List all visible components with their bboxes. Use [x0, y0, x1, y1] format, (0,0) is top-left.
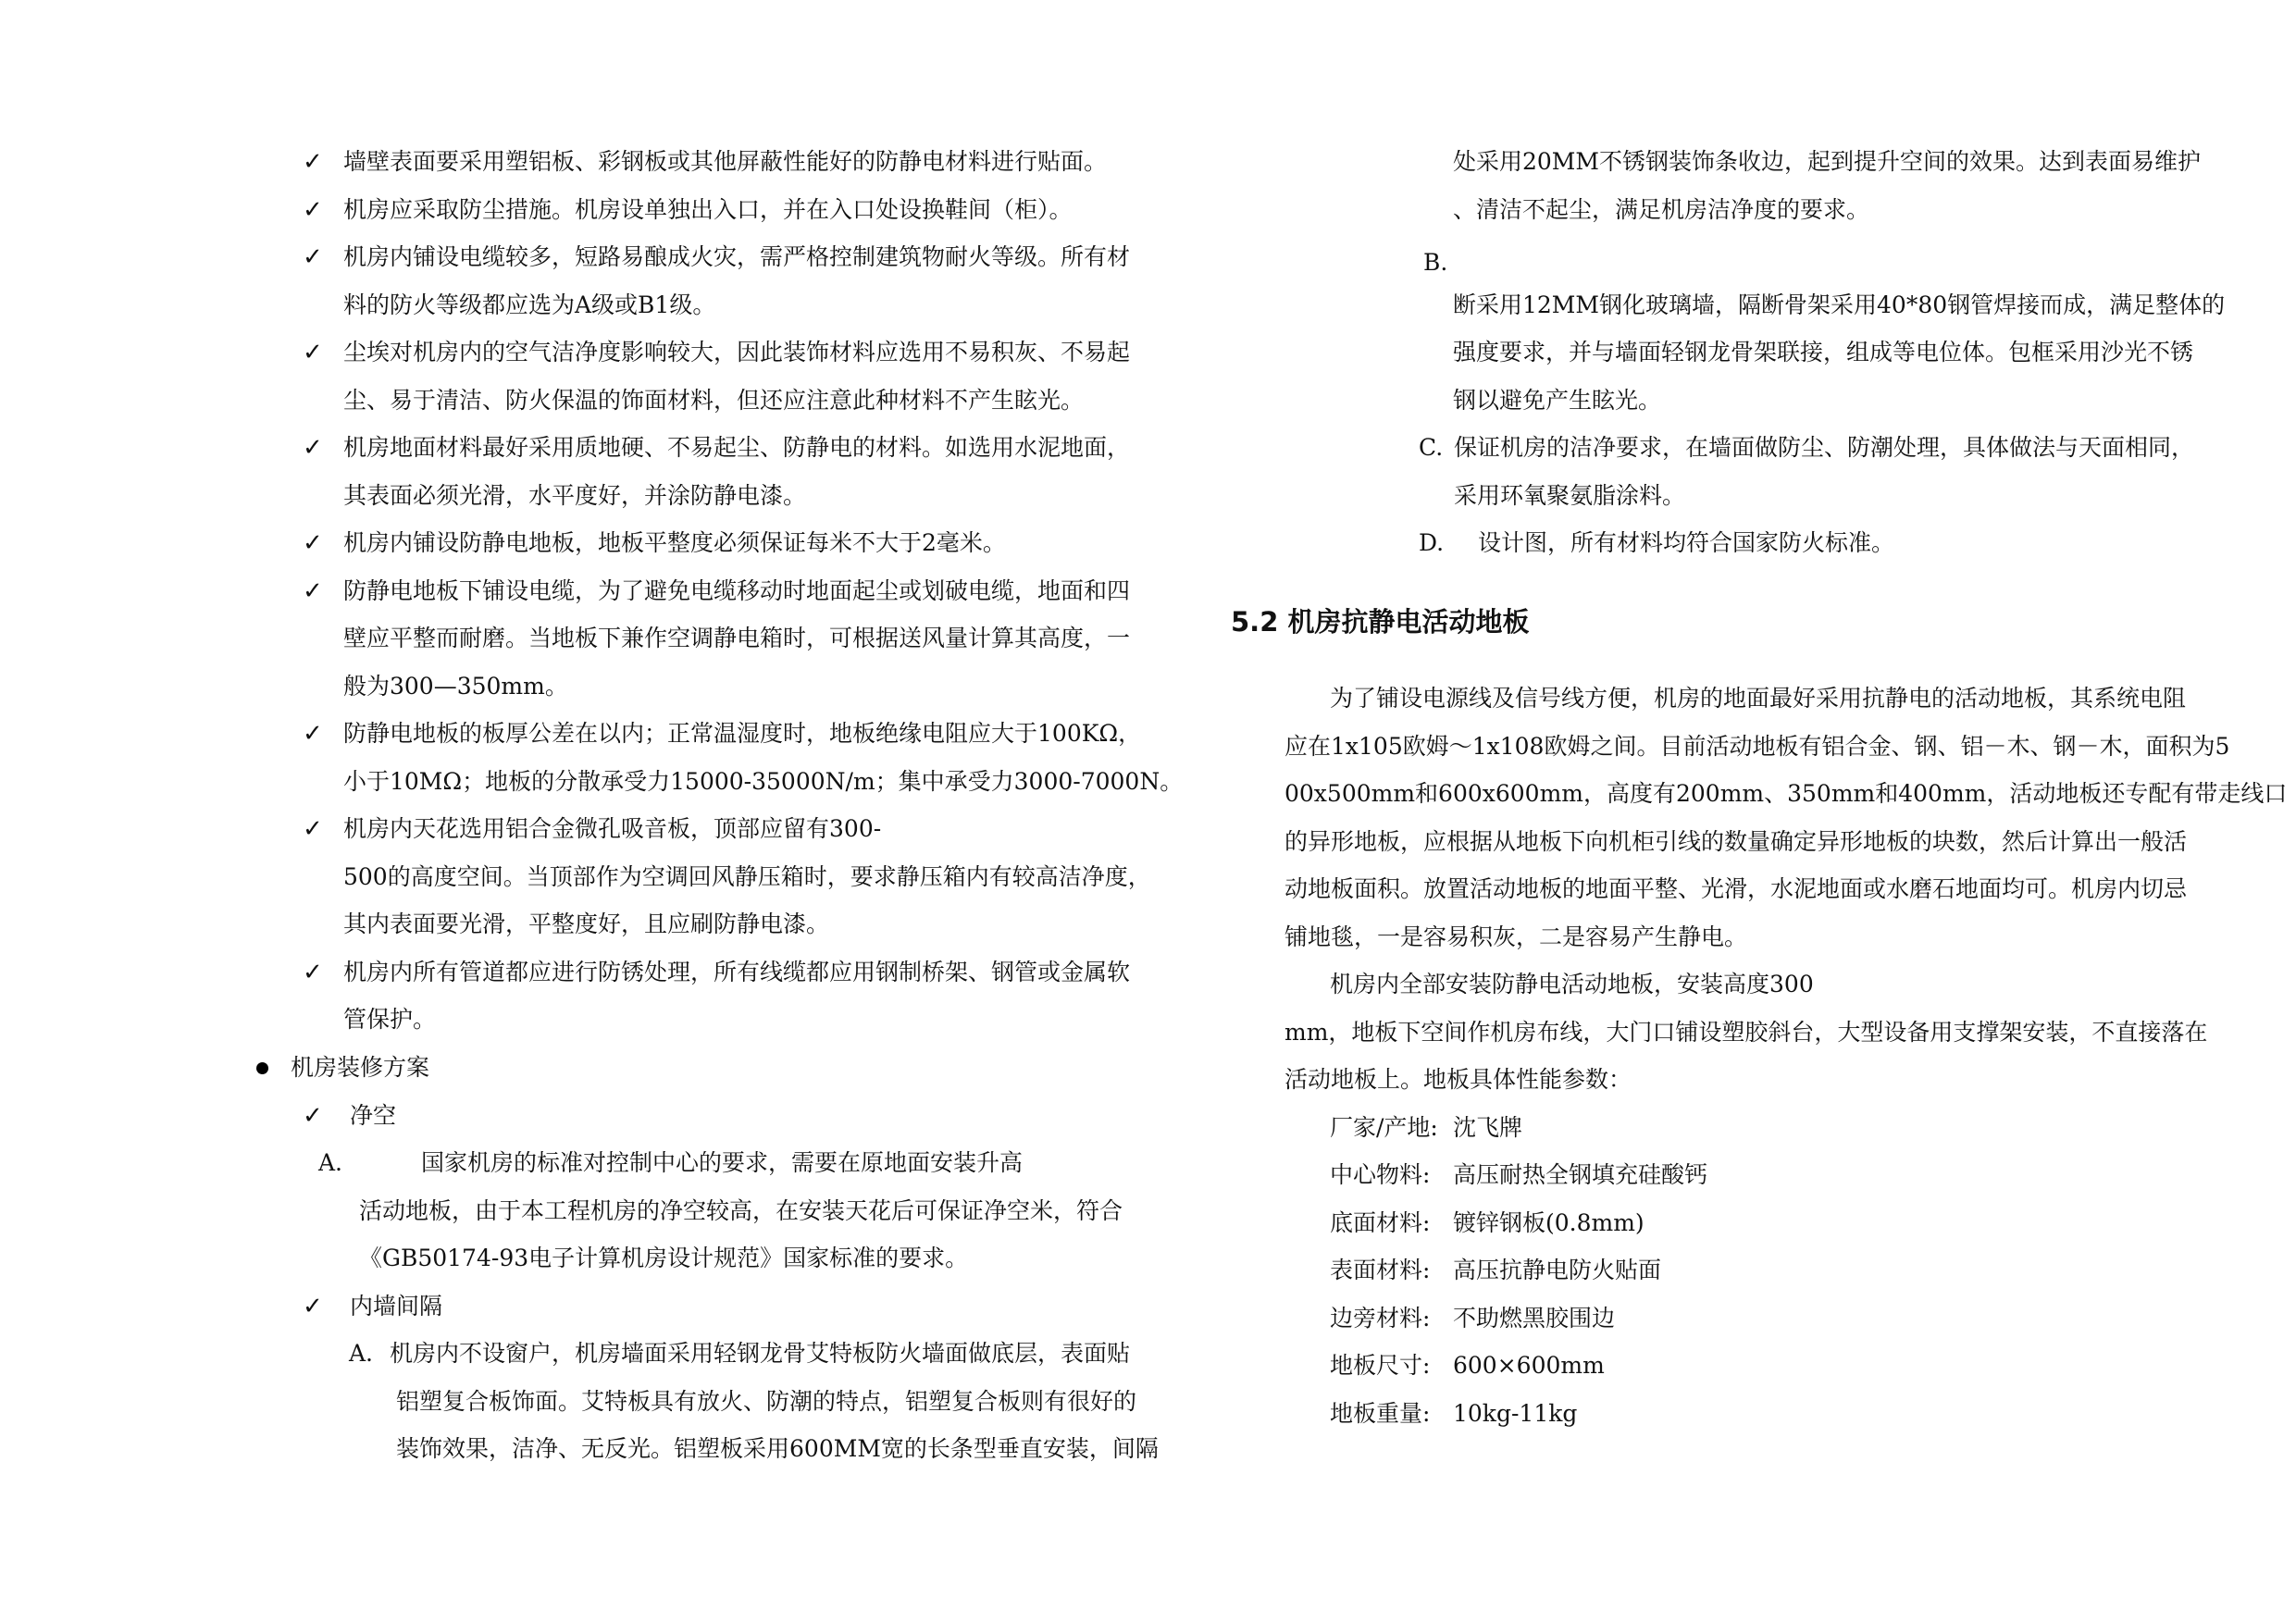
- paragraph-line: 机房内全部安装防静电活动地板，安装高度300: [1330, 971, 1814, 997]
- paragraph-line: 铝塑复合板饰面。艾特板具有放火、防潮的特点，铝塑复合板则有很好的: [396, 1387, 1137, 1415]
- spec-value: 镀锌钢板(0.8mm): [1453, 1208, 1644, 1236]
- spec-label: 边旁材料:: [1330, 1304, 1431, 1332]
- checkmark-icon: ✓: [303, 1292, 323, 1320]
- checkmark-icon: ✓: [303, 1101, 323, 1130]
- list-marker: A.: [318, 1149, 343, 1176]
- paragraph-line: 保证机房的洁净要求，在墙面做防尘、防潮处理，具体做法与天面相同，: [1454, 434, 2195, 461]
- spec-value: 高压抗静电防火贴面: [1453, 1257, 1662, 1283]
- paragraph-line: 00x500mm和600x600mm，高度有200mm、350mm和400mm，活动地板还专配有带走线口: [1285, 780, 2288, 807]
- bullet-text-line: 机房内铺设防静电地板，地板平整度必须保证每米不大于2毫米。: [343, 529, 1006, 556]
- checkmark-icon: ✓: [303, 195, 323, 224]
- bullet-text-line: 料的防火等级都应选为A级或B1级。: [343, 291, 716, 318]
- bullet-text-line: 管保护。: [343, 1006, 437, 1033]
- spec-label: 厂家/产地:: [1330, 1113, 1438, 1141]
- paragraph-line: 强度要求，并与墙面轻钢龙骨架联接，组成等电位体。包框采用沙光不锈: [1453, 339, 2194, 365]
- bullet-text-line: 机房应采取防尘措施。机房设单独出入口，并在入口处设换鞋间（柜）。: [343, 195, 1073, 223]
- spec-label: 地板重量:: [1330, 1399, 1431, 1427]
- paragraph-line: 《GB50174-93电子计算机房设计规范》国家标准的要求。: [359, 1245, 969, 1271]
- paragraph-line: 国家机房的标准对控制中心的要求，需要在原地面安装升高: [421, 1149, 1024, 1176]
- bullet-text-line: 机房地面材料最好采用质地硬、不易起尘、防静电的材料。如选用水泥地面，: [343, 434, 1131, 461]
- paragraph-line: 断采用12MM钢化玻璃墙，隔断骨架采用40*80钢管焊接而成，满足整体的: [1453, 291, 2226, 318]
- spec-label: 底面材料:: [1330, 1208, 1431, 1236]
- spec-label: 中心物料:: [1330, 1161, 1431, 1188]
- paragraph-line: 应在1x105欧姆～1x108欧姆之间。目前活动地板有铝合金、钢、铝－木、钢－木，面积为5: [1285, 732, 2230, 760]
- paragraph-line: 为了铺设电源线及信号线方便，机房的地面最好采用抗静电的活动地板，其系统电阻: [1330, 685, 2187, 712]
- spec-value: 不助燃黑胶围边: [1453, 1304, 1616, 1332]
- paragraph-line: 处采用20MM不锈钢装饰条收边，起到提升空间的效果。达到表面易维护: [1453, 148, 2202, 175]
- paragraph-line: 采用环氧聚氨脂涂料。: [1454, 481, 1686, 509]
- bullet-text-line: 机房内所有管道都应进行防锈处理，所有线缆都应用钢制桥架、钢管或金属软: [343, 958, 1131, 985]
- list-marker: A.: [349, 1340, 374, 1367]
- bullet-text-line: 其表面必须光滑，水平度好，并涂防静电漆。: [343, 481, 807, 509]
- bullet-text-line: 机房内天花选用铝合金微孔吸音板，顶部应留有300-: [343, 815, 882, 842]
- checkmark-icon: ✓: [303, 434, 323, 462]
- bullet-icon: [256, 1062, 268, 1074]
- checkmark-icon: ✓: [303, 529, 323, 557]
- bullet-text-line: 般为300—350mm。: [343, 672, 568, 700]
- spec-value: 600×600mm: [1453, 1352, 1605, 1379]
- paragraph-line: mm，地板下空间作机房布线，大门口铺设塑胶斜台，大型设备用支撑架安装，不直接落在: [1285, 1018, 2208, 1046]
- paragraph-line: 钢以避免产生眩光。: [1453, 386, 1662, 414]
- subsection-title: 内墙间隔: [350, 1292, 443, 1319]
- checkmark-icon: ✓: [303, 339, 323, 366]
- paragraph-line: 动地板面积。放置活动地板的地面平整、光滑，水泥地面或水磨石地面均可。机房内切忌: [1285, 875, 2188, 902]
- subsection-title: 净空: [350, 1101, 397, 1129]
- spec-value: 10kg-11kg: [1453, 1399, 1578, 1427]
- spec-value: 沈飞牌: [1453, 1113, 1523, 1141]
- spec-value: 高压耐热全钢填充硅酸钙: [1453, 1161, 1708, 1188]
- list-marker: C.: [1419, 434, 1444, 461]
- paragraph-line: 的异形地板，应根据从地板下向机柜引线的数量确定异形地板的块数，然后计算出一般活: [1285, 827, 2188, 855]
- bullet-text-line: 500的高度空间。当顶部作为空调回风静压箱时，要求静压箱内有较高洁净度，: [343, 862, 1151, 890]
- paragraph-line: 设计图，所有材料均符合国家防火标准。: [1478, 529, 1895, 556]
- section-title: 机房装修方案: [291, 1054, 430, 1081]
- bullet-text-line: 尘埃对机房内的空气洁净度影响较大，因此装饰材料应选用不易积灰、不易起: [343, 339, 1131, 365]
- paragraph-line: 活动地板上。地板具体性能参数：: [1285, 1066, 1632, 1093]
- bullet-text-line: 小于10MΩ；地板的分散承受力15000-35000N/m；集中承受力3000-7000N。: [343, 767, 1184, 795]
- paragraph-line: 、清洁不起尘，满足机房洁净度的要求。: [1453, 195, 1870, 223]
- checkmark-icon: ✓: [303, 958, 323, 986]
- checkmark-icon: ✓: [303, 815, 323, 843]
- paragraph-line: 活动地板，由于本工程机房的净空较高，在安装天花后可保证净空米，符合: [359, 1196, 1123, 1224]
- bullet-text-line: 防静电地板下铺设电缆，为了避免电缆移动时地面起尘或划破电缆，地面和四: [343, 576, 1131, 604]
- list-marker: B.: [1423, 249, 1448, 276]
- list-marker: D.: [1419, 529, 1445, 556]
- paragraph-line: 装饰效果，洁净、无反光。铝塑板采用600MM宽的长条型垂直安装，间隔: [396, 1435, 1159, 1462]
- bullet-text-line: 壁应平整而耐磨。当地板下兼作空调静电箱时，可根据送风量计算其高度，一: [343, 625, 1131, 651]
- paragraph-line: 铺地毯，一是容易积灰，二是容易产生静电。: [1285, 923, 1748, 950]
- spec-label: 地板尺寸:: [1330, 1352, 1431, 1379]
- bullet-text-line: 防静电地板的板厚公差在以内；正常温湿度时，地板绝缘电阻应大于100KΩ，: [343, 720, 1142, 747]
- checkmark-icon: ✓: [303, 243, 323, 271]
- checkmark-icon: ✓: [303, 148, 323, 176]
- bullet-text-line: 机房内铺设电缆较多，短路易酿成火灾，需严格控制建筑物耐火等级。所有材: [343, 243, 1131, 270]
- bullet-text-line: 尘、易于清洁、防火保温的饰面材料，但还应注意此种材料不产生眩光。: [343, 386, 1085, 414]
- section-heading: 5.2 机房抗静电活动地板: [1231, 606, 1530, 638]
- bullet-text-line: 其内表面要光滑，平整度好，且应刷防静电漆。: [343, 911, 830, 937]
- spec-label: 表面材料:: [1330, 1257, 1431, 1283]
- bullet-text-line: 墙壁表面要采用塑铝板、彩钢板或其他屏蔽性能好的防静电材料进行贴面。: [343, 148, 1108, 175]
- checkmark-icon: ✓: [303, 576, 323, 605]
- checkmark-icon: ✓: [303, 720, 323, 748]
- paragraph-line: 机房内不设窗户，机房墙面采用轻钢龙骨艾特板防火墙面做底层，表面贴: [390, 1340, 1131, 1367]
